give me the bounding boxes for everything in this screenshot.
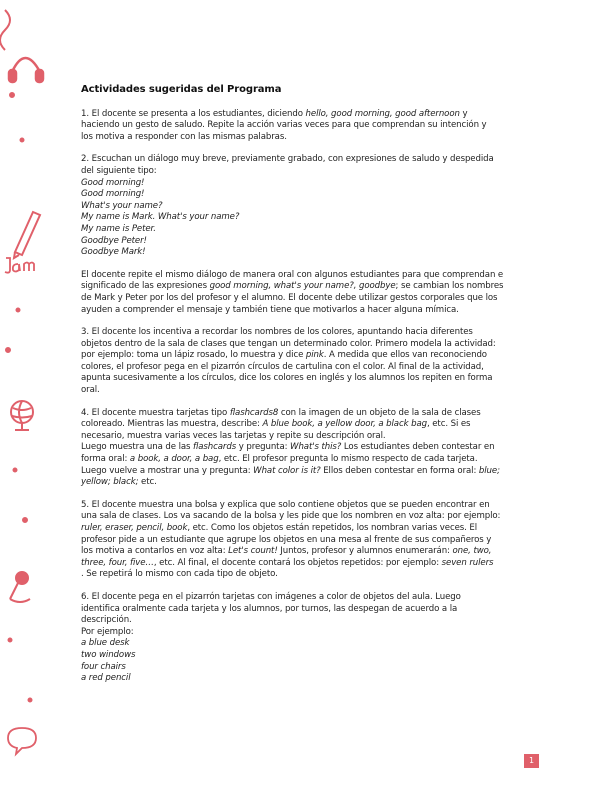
microphone-icon [10,572,30,602]
paragraph-2: 2. Escuchan un diálogo muy breve, previamente grabado, con expresiones de saludo y despedida del siguiente tipo: Good morning! Good morning! What's your name? My name is Mark. What's your name? My name is Peter. Goodbye Peter! Goodbye Mark! [81,154,531,258]
example-item: four chairs [81,661,126,672]
document-body [81,84,531,696]
globe-icon [11,401,33,430]
dialog-line: My name is Mark. What's your name? [81,212,240,223]
headphones-icon [9,58,43,82]
paragraph-5: 4. El docente muestra tarjetas tipo flashcards8 con la imagen de un objeto de la sala de clases coloreado. Mientras las muestra, describe: A blue book, a yellow door, a black bag, etc. Si es necesario, muestra varias veces las tarjetas y repite su descripción oral. Luego muestra una de las flashcards y pregunta: What's this? Los estudiantes deben contestar en forma oral: a book, a door, a bag, etc. El profesor pregunta lo mismo respecto de cada tarjeta. Luego vuelve a mostrar una y pregunta: What color is it? Ellos deben contestar en forma oral: blue; yellow; black; etc. [81,407,500,488]
decorative-border [0,0,60,800]
paragraph-7: 6. El docente pega en el pizarrón tarjetas con imágenes a color de objetos del aula. Luego identifica oralmente cada tarjeta y los alumnos, por turnos, las despegan de acuerdo a la descripción. Por ejemplo: a blue desk two windows four chairs a red pencil [81,592,531,685]
dialog-line: Good morning! [81,189,145,200]
pencil-icon [14,212,40,258]
paragraph-4: 3. El docente los incentiva a recordar los nombres de los colores, apuntando hacia diferentes objetos dentro de la sala de clases que tengan un determinado color. Primero modela la actividad: por ejemplo: toma un lápiz rosado, lo muestra y dice pink. A medida que ellos van reconociendo colores, el profesor pega en el pizarrón círculos de cartulina con el color. Al final de la actividad, apunta sucesivamente a los círculos, dice los colores en inglés y los alumnos los repiten en forma oral. [81,327,496,396]
page-title: Actividades sugeridas del Programa [81,84,282,95]
dialog-line: Good morning! [81,177,145,188]
page-number-badge: 1 [524,754,539,768]
example-item: a blue desk [81,638,130,649]
paragraph-6: 5. El docente muestra una bolsa y explica que solo contiene objetos que se pueden encontrar en una sala de clases. Los va sacando de la bolsa y les pide que los nombren en voz alta: por ejemplo: ruler, eraser, pencil, book, etc. Como los objetos están repetidos, los nombran varias veces. El profesor pide a un estudiante que agrupe los objetos en una mesa al frente de sus compañeros y los motiva a contarlos en voz alta: Let's count! Juntos, profesor y alumnos enumerarán: one, two, three, four, five…, etc. Al final, el docente contará los objetos repetidos: por ejemplo: seven rulers . Se repetirá lo mismo con cada tipo de objeto. [81,499,501,580]
example-item: a red pencil [81,673,131,684]
dialog-line: My name is Peter. [81,223,156,234]
paragraph-1: 1. El docente se presenta a los estudiantes, diciendo hello, good morning, good afternoon y haciendo un gesto de saludo. Repite la acción varias veces para que comprendan su intención y los motiva a responder con las mismas palabras. [81,108,487,142]
example-item: two windows [81,649,136,660]
paragraph-3: El docente repite el mismo diálogo de manera oral con algunos estudiantes para que comprendan e significado de las expresiones good morning, what's your name?, goodbye; se cambian los nombres de Mark y Peter por los del profesor y el alumno. El docente debe utilizar gestos corporales que los ayuden a comprender el mensaje y también tiene que motivarlos a hacer alguna mímica. [81,269,504,315]
speech-bubble-icon [8,728,36,754]
dialog-line: Goodbye Peter! [81,235,147,246]
dialog-line: What's your name? [81,200,163,211]
dialog-line: Goodbye Mark! [81,247,146,258]
jam-doodle-icon [5,258,34,273]
